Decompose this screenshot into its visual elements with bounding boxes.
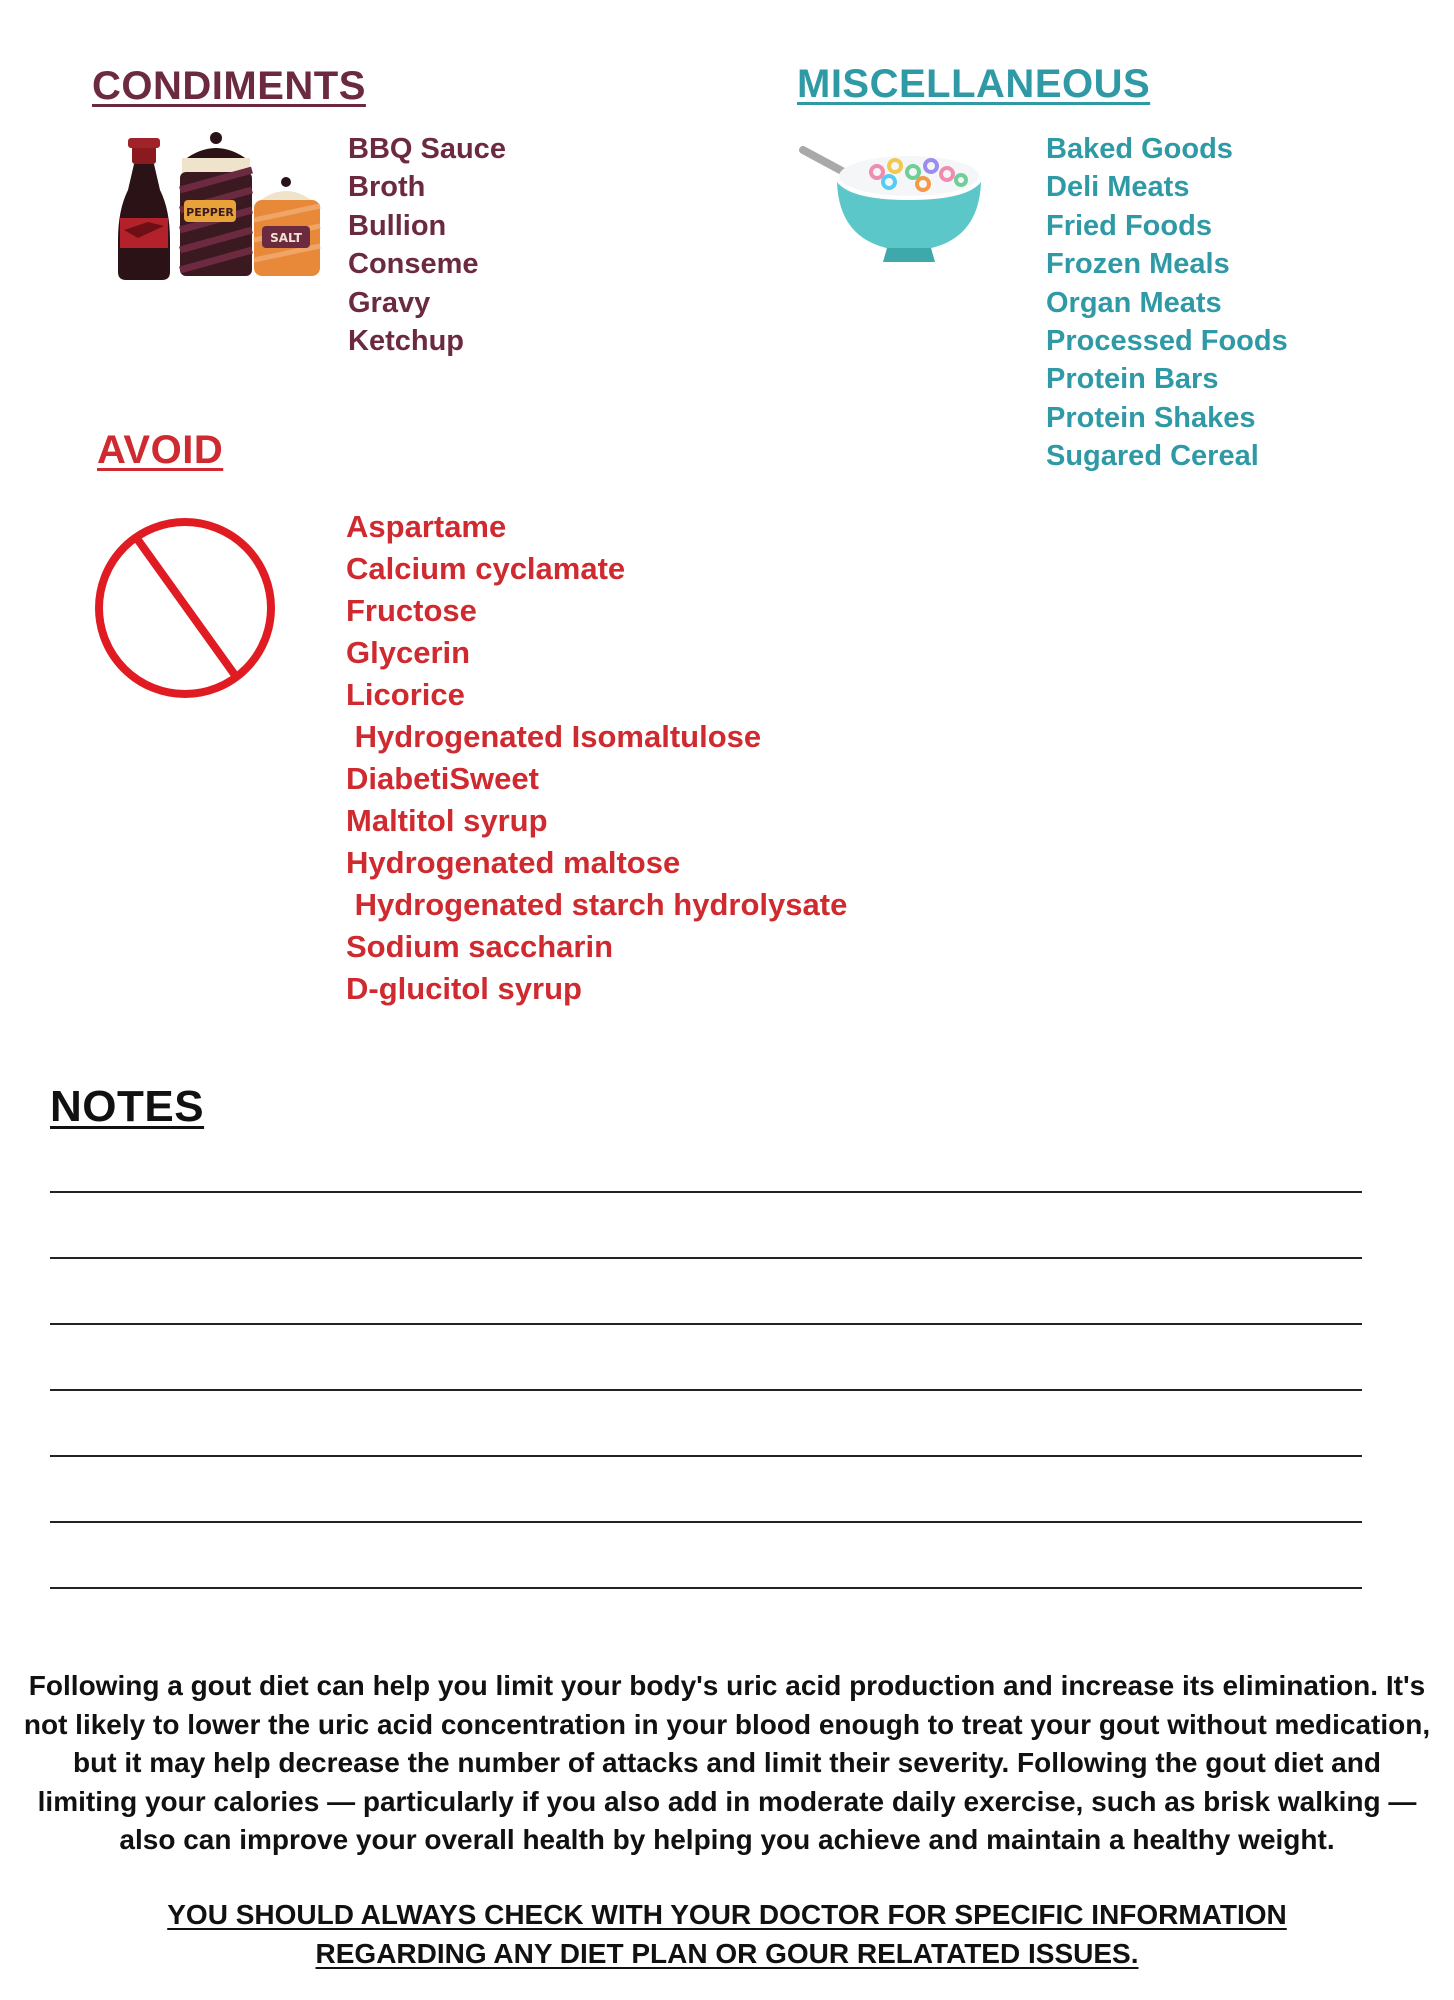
list-item: Gravy — [348, 286, 431, 319]
prohibited-icon — [92, 515, 278, 701]
note-line — [50, 1257, 1362, 1259]
note-line — [50, 1389, 1362, 1391]
note-line — [50, 1323, 1362, 1325]
list-item: Aspartame — [346, 509, 507, 544]
list-item: Hydrogenated starch hydrolysate — [346, 887, 848, 922]
list-item: Conseme — [348, 248, 479, 281]
list-item: Organ Meats — [1046, 286, 1222, 319]
pepper-jar-icon — [180, 132, 252, 276]
miscellaneous-heading: MISCELLANEOUS — [797, 62, 1151, 106]
info-paragraph: Following a gout diet can help you limit your body's uric acid production and increase its elimination. It's not likely to lower the uric acid concentration in your blood enough to treat your gout without medication, but it may help decrease the number of attacks and limit their severity. Following the gout diet and limiting your calories — particularly if you also add in moderate daily exercise, such as brisk walking — also can improve your overall health by helping you achieve and maintain a healthy weight. — [23, 1670, 1431, 1855]
pepper-label: PEPPER — [186, 206, 234, 219]
salt-label: SALT — [270, 231, 302, 245]
condiment-bottles-icon — [108, 130, 328, 285]
list-item: Sodium saccharin — [346, 929, 614, 964]
list-item: BBQ Sauce — [348, 133, 506, 165]
list-item: Protein Bars — [1046, 363, 1219, 396]
condiments-heading: CONDIMENTS — [92, 64, 366, 108]
miscellaneous-list — [1046, 130, 1288, 476]
list-item: Protein Shakes — [1046, 401, 1256, 434]
list-item: D-glucitol syrup — [346, 971, 582, 1006]
list-item: Sugared Cereal — [1046, 440, 1259, 473]
note-line — [50, 1587, 1362, 1589]
note-line — [50, 1455, 1362, 1457]
list-item: Bullion — [348, 209, 447, 242]
list-item: Glycerin — [346, 635, 471, 670]
list-item: Deli Meats — [1046, 171, 1190, 204]
note-line — [50, 1521, 1362, 1523]
salt-jar-icon — [254, 177, 320, 276]
list-item: Hydrogenated maltose — [346, 845, 681, 880]
list-item: Broth — [348, 171, 426, 204]
list-item: Calcium cyclamate — [346, 551, 626, 586]
avoid-heading: AVOID — [97, 428, 224, 472]
list-item: Licorice — [346, 677, 465, 712]
note-line — [50, 1191, 1362, 1193]
list-item: Maltitol syrup — [346, 803, 548, 838]
sauce-bottle-icon — [118, 138, 170, 280]
list-item: Fructose — [346, 593, 477, 628]
list-item: Ketchup — [348, 325, 464, 358]
avoid-list — [346, 506, 847, 1010]
list-item: Fried Foods — [1046, 209, 1212, 242]
list-item: Baked Goods — [1046, 133, 1233, 165]
list-item: DiabetiSweet — [346, 761, 539, 796]
list-item: Processed Foods — [1046, 325, 1288, 358]
list-item: Hydrogenated Isomaltulose — [346, 719, 762, 754]
doctor-disclaimer: YOU SHOULD ALWAYS CHECK WITH YOUR DOCTOR FOR SPECIFIC INFORMATION REGARDING ANY DIET PLAN OR GOUR RELATATED ISSUES. — [167, 1899, 1287, 1969]
list-item: Frozen Meals — [1046, 248, 1230, 281]
cereal-bowl-icon — [797, 142, 982, 264]
notes-heading: NOTES — [50, 1082, 205, 1131]
condiments-list — [348, 130, 506, 360]
